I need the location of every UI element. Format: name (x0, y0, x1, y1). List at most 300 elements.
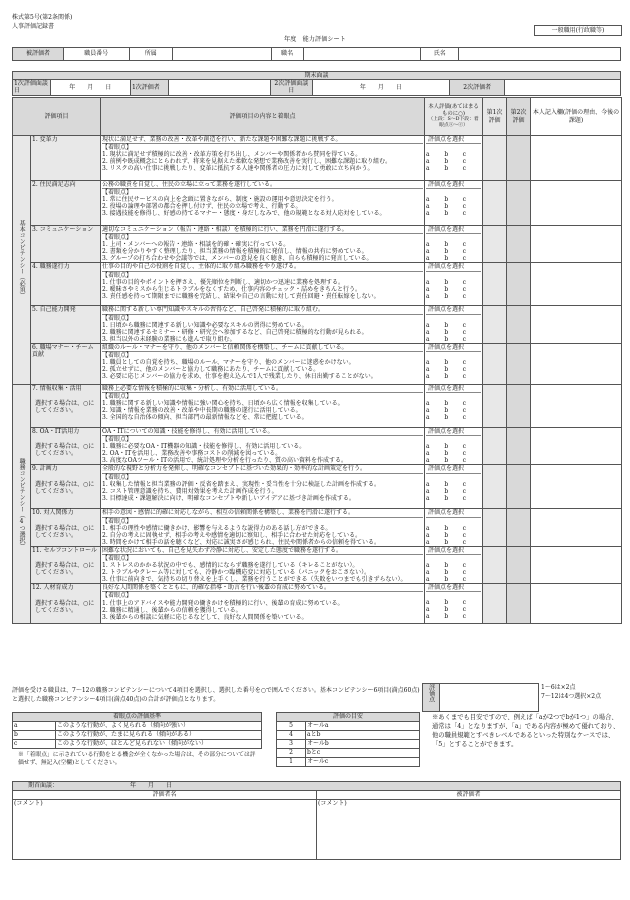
dept-field[interactable] (172, 48, 271, 61)
choice-c[interactable]: c (462, 450, 467, 458)
choice-c[interactable]: c (462, 561, 467, 569)
self-eval-cell (425, 226, 483, 263)
choice-a[interactable]: a (426, 457, 430, 465)
rating-select[interactable]: 評価点を選択 (426, 181, 481, 189)
choice-c[interactable]: c (462, 524, 467, 532)
choose-note: 選択する場合は、○にしてください。 (35, 599, 95, 614)
choice-a[interactable]: a (426, 278, 430, 286)
abc-choice[interactable] (426, 481, 481, 488)
rating-select[interactable]: 評価点を選択 (426, 344, 481, 352)
second-interview-label: 2次評価面談日 (271, 80, 313, 95)
choice-b[interactable]: b (444, 241, 449, 249)
choice-b[interactable]: b (444, 531, 449, 539)
choice-a[interactable]: a (426, 285, 430, 293)
col-second: 第2次評価 (507, 98, 531, 136)
choice-c[interactable]: c (462, 494, 467, 502)
person-info-table (12, 47, 621, 61)
choice-b[interactable]: b (444, 210, 449, 218)
choice-c[interactable]: c (462, 575, 467, 583)
item-content (101, 226, 425, 263)
focus-point: 3. 必要に応じメンバーの協力を求め、仕事を抱え込んで1人で残業したり、休日出勤することがない。 (102, 373, 377, 381)
note-cell[interactable] (531, 226, 622, 263)
second-eval-cell[interactable] (507, 584, 531, 624)
rating-select[interactable]: 評価点を選択 (426, 306, 481, 314)
group-role (13, 384, 31, 623)
abc-choice[interactable] (426, 539, 481, 546)
choice-a[interactable]: a (426, 450, 430, 458)
abc-choice[interactable] (426, 613, 481, 620)
choice-b[interactable]: b (444, 328, 449, 336)
choice-a[interactable]: a (426, 248, 430, 256)
first-eval-cell[interactable] (483, 263, 507, 306)
item-name: 6. 職場マナー・チーム貢献 (32, 343, 94, 359)
first-interview-date[interactable]: 年 月 日 (50, 80, 130, 95)
choice-b[interactable]: b (444, 613, 449, 621)
choice-a[interactable]: a (426, 561, 430, 569)
scale-value: オールb (306, 740, 420, 749)
choice-b[interactable]: b (444, 414, 449, 422)
scale-key: 3 (277, 740, 306, 749)
choice-b[interactable]: b (444, 292, 449, 300)
second-evaluator-label: 2次評価者 (450, 80, 505, 95)
focus-label: 【着眼点】 (102, 314, 133, 322)
scale-value: aとb (306, 731, 420, 740)
choice-b[interactable]: b (444, 165, 449, 173)
scale-key: 4 (277, 731, 306, 740)
choice-b[interactable]: b (444, 366, 449, 374)
focus-point: 3. グループの打ち合わせや会議等では、メンバーの意見を良く聴き、自らも積極的に発言している。 (102, 255, 373, 263)
choice-a[interactable]: a (426, 524, 430, 532)
second-interview-date[interactable]: 年 月 日 (312, 80, 450, 95)
item-title: OA・ITについての知識・技能を修得し、有効に活用している。 (102, 428, 423, 436)
item-title: 職務上必要な情報を積極的に収集・分析し、有効に活用している。 (102, 385, 423, 393)
item-title: 相手の意図・感情に的確に対応しながら、相互の信頼関係を構築し、業務を円滑に遂行する。 (102, 509, 423, 517)
scale-value: オールc (306, 758, 420, 767)
first-eval-cell[interactable] (483, 384, 507, 427)
item-name-cell (31, 343, 101, 384)
second-eval-cell[interactable] (507, 509, 531, 546)
choice-a[interactable]: a (426, 359, 430, 367)
dept-label: 所属 (129, 48, 172, 61)
criteria-key: a (13, 722, 56, 731)
abc-choice[interactable] (426, 151, 481, 158)
first-eval-cell[interactable] (483, 427, 507, 464)
choice-c[interactable]: c (462, 328, 467, 336)
choice-b[interactable]: b (444, 196, 449, 204)
choice-b[interactable]: b (444, 568, 449, 576)
first-eval-cell[interactable] (483, 546, 507, 583)
abc-choice[interactable] (426, 443, 481, 450)
name-field[interactable] (459, 48, 621, 61)
abc-choice[interactable] (426, 248, 481, 255)
choice-b[interactable]: b (444, 538, 449, 546)
choice-a[interactable]: a (426, 480, 430, 488)
final-interview-row (13, 782, 621, 791)
note-cell[interactable] (531, 263, 622, 306)
abc-choice[interactable] (426, 196, 481, 203)
choice-a[interactable]: a (426, 255, 430, 263)
note-cell[interactable] (531, 384, 622, 427)
rating-select[interactable]: 評価点を選択 (426, 465, 481, 473)
item-name: 1. 変革力 (32, 136, 58, 143)
second-eval-cell[interactable] (507, 546, 531, 583)
final-evaluator-label: 評価者名 (13, 791, 317, 800)
abc-choice[interactable] (426, 457, 481, 464)
abc-choice[interactable] (426, 165, 481, 172)
focus-label: 【着眼点】 (102, 592, 133, 600)
second-eval-cell[interactable] (507, 384, 531, 427)
item-name: 10. 対人関係力 (32, 509, 74, 517)
first-eval-cell[interactable] (483, 509, 507, 546)
second-eval-cell[interactable] (507, 181, 531, 226)
abc-choice[interactable] (426, 329, 481, 336)
choose-note: 選択する場合は、○にしてください。 (35, 524, 95, 539)
choice-a[interactable]: a (426, 414, 430, 422)
sheet-title: 年度 能力評価シート (284, 36, 346, 43)
self-eval-cell (425, 136, 483, 181)
choice-c[interactable]: c (462, 196, 467, 204)
focus-point: 2. 職務に精通し、後輩からの信頼を獲得している。 (102, 606, 242, 614)
choice-c[interactable]: c (462, 373, 467, 381)
choice-c[interactable]: c (462, 203, 467, 211)
form-code: 株式第5号(第2条関係) (12, 14, 73, 21)
item-name-cell (31, 509, 101, 546)
choice-a[interactable]: a (426, 366, 430, 374)
abc-choice[interactable] (426, 279, 481, 286)
item-title: 良好な人間関係を築くとともに、的確な指導・助言を行い後輩の育成に努めている。 (102, 584, 423, 592)
choice-c[interactable]: c (462, 407, 467, 415)
note-cell[interactable] (531, 584, 622, 624)
item-row (13, 226, 622, 263)
note-cell[interactable] (531, 546, 622, 583)
choice-c[interactable]: c (462, 538, 467, 546)
choice-a[interactable]: a (426, 158, 430, 166)
choice-c[interactable]: c (462, 400, 467, 408)
item-row (13, 509, 622, 546)
choice-a[interactable]: a (426, 538, 430, 546)
choice-c[interactable]: c (462, 480, 467, 488)
choice-a[interactable]: a (426, 196, 430, 204)
choice-a[interactable]: a (426, 494, 430, 502)
choice-b[interactable]: b (444, 599, 449, 607)
abc-choice[interactable] (426, 569, 481, 576)
choice-a[interactable]: a (426, 487, 430, 495)
note-cell[interactable] (531, 136, 622, 181)
choice-b[interactable]: b (444, 248, 449, 256)
rating-select[interactable]: 評価点を選択 (426, 226, 481, 234)
choice-b[interactable]: b (444, 487, 449, 495)
item-name: 3. コミュニケーション (32, 226, 94, 233)
choice-b[interactable]: b (444, 285, 449, 293)
self-eval-cell (425, 263, 483, 306)
choice-c[interactable]: c (462, 335, 467, 343)
item-content (101, 546, 425, 583)
first-eval-cell[interactable] (483, 465, 507, 509)
focus-point: 2. 孤立せずに、他のメンバーと協力して職務にあたり、チームに貢献している。 (102, 366, 320, 374)
self-eval-cell (425, 584, 483, 624)
note-cell[interactable] (531, 306, 622, 343)
choice-a[interactable]: a (426, 575, 430, 583)
rating-select[interactable]: 評価点を選択 (426, 136, 481, 144)
item-row (13, 584, 622, 624)
abc-choice[interactable] (426, 255, 481, 262)
abc-choice[interactable] (426, 241, 481, 248)
rating-select[interactable]: 評価点を選択 (426, 428, 481, 436)
second-eval-cell[interactable] (507, 263, 531, 306)
choice-b[interactable]: b (444, 278, 449, 286)
choice-a[interactable]: a (426, 400, 430, 408)
interview-heading: 期末面談 (13, 72, 621, 80)
choice-c[interactable]: c (462, 321, 467, 329)
choice-c[interactable]: c (462, 241, 467, 249)
total-field[interactable] (439, 683, 539, 712)
choice-c[interactable]: c (462, 531, 467, 539)
focus-point: 2. 役場の論理や部署の都合を押し付けず、住民の立場で考え、行動する。 (102, 203, 302, 211)
abc-choice[interactable] (426, 562, 481, 569)
choice-b[interactable]: b (444, 494, 449, 502)
choice-c[interactable]: c (462, 210, 467, 218)
choice-a[interactable]: a (426, 335, 430, 343)
item-content (101, 584, 425, 624)
choice-c[interactable]: c (462, 165, 467, 173)
choice-b[interactable]: b (444, 606, 449, 614)
abc-choice[interactable] (426, 286, 481, 293)
note-cell[interactable] (531, 465, 622, 509)
choice-a[interactable]: a (426, 292, 430, 300)
item-name: 9. 計画力 (32, 465, 58, 473)
choice-a[interactable]: a (426, 203, 430, 211)
choice-c[interactable]: c (462, 443, 467, 451)
abc-choice[interactable] (426, 450, 481, 457)
item-row (13, 465, 622, 509)
abc-choice[interactable] (426, 210, 481, 217)
focus-point: 1. 職員としての自覚を持ち、職場のルール、マナーを守り、他のメンバーに迷惑をかけない。 (102, 359, 355, 367)
rating-select[interactable]: 評価点を選択 (426, 584, 481, 592)
choice-a[interactable]: a (426, 321, 430, 329)
rating-select[interactable]: 評価点を選択 (426, 385, 481, 393)
final-interview-date[interactable]: 年 月 日 (129, 782, 172, 789)
choice-b[interactable]: b (444, 255, 449, 263)
abc-choice[interactable] (426, 293, 481, 300)
choice-a[interactable]: a (426, 373, 430, 381)
second-eval-cell[interactable] (507, 306, 531, 343)
abc-choice[interactable] (426, 407, 481, 414)
focus-point: 3. 責任感を持って期限までに職務を完結し、結果や自己の言動に対して責任回避・責任転嫁をしない。 (102, 292, 380, 300)
note-cell[interactable] (531, 343, 622, 384)
abc-choice[interactable] (426, 532, 481, 539)
item-name-cell (31, 226, 101, 263)
choice-a[interactable]: a (426, 210, 430, 218)
first-eval-cell[interactable] (483, 343, 507, 384)
rating-select[interactable]: 評価点を選択 (426, 263, 481, 271)
item-title: 仕事の目的や自己の役割を自覚し、主体的に取り組み職務をやり遂げる。 (102, 263, 423, 271)
focus-point: 1. 仕事の目的やポイントを押さえ、優先順位を判断し、適切かつ迅速に業務を処理する。 (102, 278, 345, 286)
choice-a[interactable]: a (426, 599, 430, 607)
choice-c[interactable]: c (462, 255, 467, 263)
choice-c[interactable]: c (462, 285, 467, 293)
focus-point: 2. 職務に関連するセミナー・研修・研究会へ参加するなど、自己啓発に積極的な行動が見られる。 (102, 328, 368, 336)
choice-a[interactable]: a (426, 407, 430, 415)
focus-point: 2. OA・ITを活用し、業務改善や事務コストの削減を図っている。 (102, 450, 282, 458)
col-first: 第1次評価 (483, 98, 507, 136)
first-eval-cell[interactable] (483, 226, 507, 263)
choice-c[interactable]: c (462, 366, 467, 374)
choice-a[interactable]: a (426, 151, 430, 159)
choice-a[interactable]: a (426, 568, 430, 576)
total-note-2: 7～12は4つ選択×2点 (541, 693, 602, 700)
item-row (13, 546, 622, 583)
item-name: 4. 職務遂行力 (32, 263, 70, 271)
choice-c[interactable]: c (462, 151, 467, 159)
choose-note: 選択する場合は、○にしてください。 (35, 400, 95, 415)
choice-b[interactable]: b (444, 457, 449, 465)
item-content (101, 343, 425, 384)
first-eval-cell[interactable] (483, 584, 507, 624)
item-row (13, 306, 622, 343)
abc-choice[interactable] (426, 525, 481, 532)
abc-choice[interactable] (426, 414, 481, 421)
choice-c[interactable]: c (462, 359, 467, 367)
choice-c[interactable]: c (462, 414, 467, 422)
choice-c[interactable]: c (462, 568, 467, 576)
choice-a[interactable]: a (426, 241, 430, 249)
item-row (13, 384, 622, 427)
focus-point: 2. トラブルやクレーム等に対しても、冷静かつ臨機応変に対応している（パニックをおこさない）。 (102, 569, 371, 577)
abc-choice[interactable] (426, 359, 481, 366)
note-cell[interactable] (531, 509, 622, 546)
second-eval-cell[interactable] (507, 136, 531, 181)
choice-b[interactable]: b (444, 359, 449, 367)
focus-point: 1. 職務に必要なOA・IT機器の知識・技能を修得し、有効に活用している。 (102, 443, 306, 451)
choice-a[interactable]: a (426, 328, 430, 336)
group-basic (13, 136, 31, 385)
choice-b[interactable]: b (444, 480, 449, 488)
note-cell[interactable] (531, 181, 622, 226)
abc-choice[interactable] (426, 366, 481, 373)
choice-a[interactable]: a (426, 165, 430, 173)
choice-b[interactable]: b (444, 335, 449, 343)
abc-choice[interactable] (426, 599, 481, 606)
choice-b[interactable]: b (444, 443, 449, 451)
item-name: 11. セルフコントロール (32, 546, 98, 554)
abc-choice[interactable] (426, 336, 481, 343)
choice-b[interactable]: b (444, 203, 449, 211)
second-evaluator-field[interactable] (505, 80, 621, 95)
second-eval-cell[interactable] (507, 427, 531, 464)
choice-b[interactable]: b (444, 524, 449, 532)
choice-b[interactable]: b (444, 400, 449, 408)
col-self (425, 98, 483, 136)
choice-a[interactable]: a (426, 531, 430, 539)
choice-b[interactable]: b (444, 407, 449, 415)
item-row (13, 181, 622, 226)
focus-point: 3. 全国的な自治体の傾向、担当部門の最新情報などを、常に把握している。 (102, 414, 308, 422)
choice-b[interactable]: b (444, 575, 449, 583)
choice-c[interactable]: c (462, 278, 467, 286)
first-eval-cell[interactable] (483, 136, 507, 181)
choice-b[interactable]: b (444, 158, 449, 166)
criteria-value: このような行動が、たまに見られる（傾向がある） (56, 731, 262, 740)
abc-choice[interactable] (426, 576, 481, 583)
focus-label: 【着眼点】 (102, 554, 133, 562)
focus-label: 【着眼点】 (102, 517, 133, 525)
rating-select[interactable]: 評価点を選択 (426, 547, 481, 555)
item-row (13, 343, 622, 384)
focus-point: 3. 時間をかけて相手の話を聴くなど、対応に誠実さが感じられ、住民や関係者からの信頼を得ている。 (102, 538, 381, 546)
abc-choice[interactable] (426, 373, 481, 380)
scale-title: 評価の目安 (277, 713, 420, 722)
choice-b[interactable]: b (444, 561, 449, 569)
item-row (13, 263, 622, 306)
choice-c[interactable]: c (462, 457, 467, 465)
item-title: 困難な状況においても、自己を見失わず冷静に対応し、安定した態度で職務を遂行する。 (102, 547, 423, 555)
choice-a[interactable]: a (426, 613, 430, 621)
abc-choice[interactable] (426, 488, 481, 495)
evaluatee-comment-box[interactable] (317, 800, 621, 860)
post-label: 職名 (271, 48, 303, 61)
choice-a[interactable]: a (426, 606, 430, 614)
abc-choice[interactable] (426, 495, 481, 502)
abc-choice[interactable] (426, 400, 481, 407)
choice-c[interactable]: c (462, 248, 467, 256)
abc-choice[interactable] (426, 203, 481, 210)
choice-b[interactable]: b (444, 151, 449, 159)
item-row (13, 427, 622, 464)
second-eval-cell[interactable] (507, 343, 531, 384)
choice-b[interactable]: b (444, 450, 449, 458)
item-content (101, 384, 425, 427)
abc-choice[interactable] (426, 158, 481, 165)
focus-label: 【着眼点】 (102, 436, 133, 444)
first-eval-cell[interactable] (483, 306, 507, 343)
rating-select[interactable]: 評価点を選択 (426, 509, 481, 517)
self-eval-cell (425, 384, 483, 427)
choice-c[interactable]: c (462, 158, 467, 166)
evaluator-comment-box[interactable] (13, 800, 317, 860)
second-eval-cell[interactable] (507, 226, 531, 263)
choice-c[interactable]: c (462, 606, 467, 614)
col-content: 評価項目の内容と着眼点 (101, 98, 425, 136)
scale-key: 5 (277, 722, 306, 731)
choice-b[interactable]: b (444, 373, 449, 381)
focus-label: 【着眼点】 (102, 144, 133, 152)
choice-c[interactable]: c (462, 487, 467, 495)
focus-label: 【着眼点】 (102, 393, 133, 401)
choice-c[interactable]: c (462, 292, 467, 300)
note-cell[interactable] (531, 427, 622, 464)
choice-c[interactable]: c (462, 599, 467, 607)
first-evaluator-field[interactable] (168, 80, 270, 95)
form-title: 人事評価記録書 (12, 23, 55, 30)
second-eval-cell[interactable] (507, 465, 531, 509)
first-eval-cell[interactable] (483, 181, 507, 226)
choice-a[interactable]: a (426, 443, 430, 451)
item-name-cell (31, 136, 101, 181)
criteria-key: b (13, 731, 56, 740)
scale-key: 1 (277, 758, 306, 767)
choose-note: 選択する場合は、○にしてください。 (35, 443, 95, 458)
focus-point: 1. 日頃から職務に関連する新しい知識や必要なスキルの習得に努めている。 (102, 321, 308, 329)
abc-choice[interactable] (426, 322, 481, 329)
item-title: 現状に満足せず、業務の改善・改革や創造を行い、新たな課題や困難な課題に挑戦する。 (102, 136, 423, 144)
self-eval-cell (425, 306, 483, 343)
post-field[interactable] (303, 48, 421, 61)
first-evaluator-label: 1次評価者 (130, 80, 168, 95)
choice-c[interactable]: c (462, 613, 467, 621)
choice-b[interactable]: b (444, 321, 449, 329)
abc-choice[interactable] (426, 606, 481, 613)
col-self-scale: （上段：S～D下段：着眼点ⓐ～ⓒ） (428, 117, 479, 128)
